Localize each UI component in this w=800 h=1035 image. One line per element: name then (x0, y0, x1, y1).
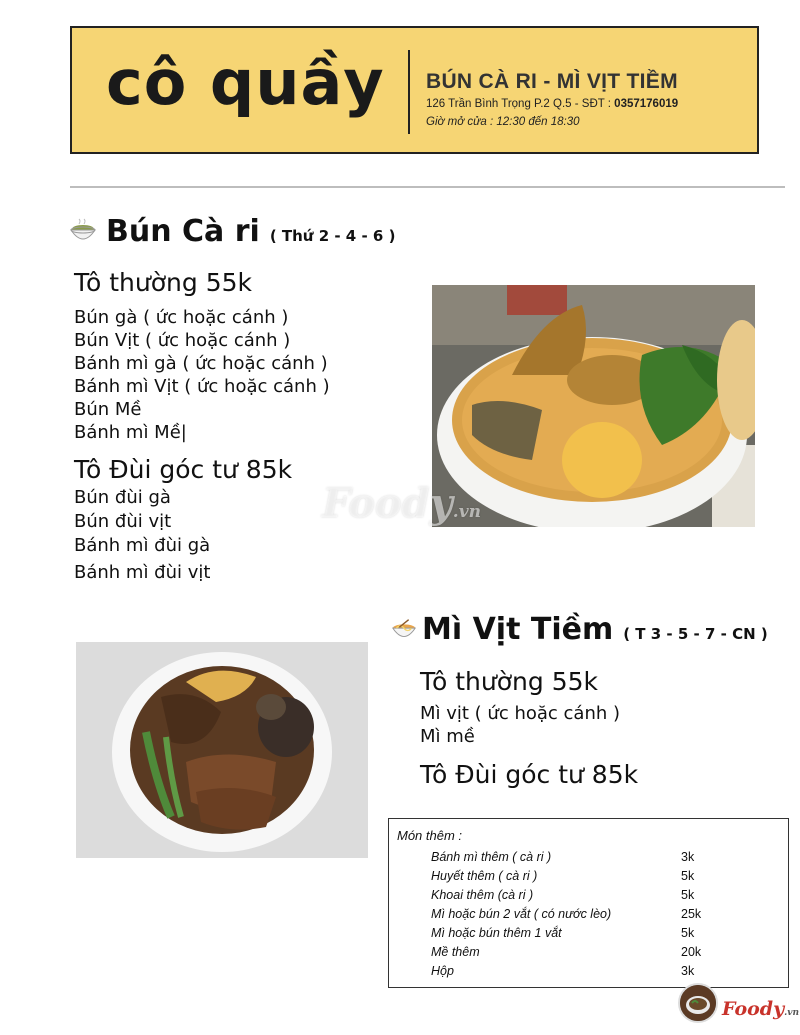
duck-regular-heading: Tô thường 55k (420, 667, 598, 696)
shop-logo: cô quầy (106, 46, 385, 119)
extra-name: Hộp (431, 964, 454, 978)
list-item: Bánh mì gà ( ức hoặc cánh ) (74, 353, 328, 374)
curry-section-heading (68, 214, 395, 249)
address-text: 126 Trần Bình Trọng P.2 Q.5 - SĐT : (426, 98, 611, 110)
noodle-bowl-icon (390, 616, 418, 644)
extra-name: Mì hoặc bún 2 vắt ( có nước lèo) (431, 907, 612, 921)
curry-thigh-list (74, 486, 210, 585)
extras-title: Món thêm : (397, 828, 463, 843)
extra-name: Bánh mì thêm ( cà ri ) (431, 850, 552, 864)
extra-price: 3k (681, 964, 695, 978)
extra-price: 20k (681, 945, 702, 959)
opening-hours: Giờ mở cửa : 12:30 đến 18:30 (426, 116, 580, 128)
list-item: Bánh mì Vịt ( ức hoặc cánh ) (74, 376, 330, 397)
duck-title: Mì Vịt Tiềm (422, 612, 614, 647)
list-item: Bún Vịt ( ức hoặc cánh ) (74, 330, 291, 351)
list-item: Bánh mì đùi gà (74, 535, 211, 556)
foody-brand: Foody (722, 998, 785, 1020)
watermark-brand: Foody (322, 480, 453, 527)
phone-number: 0357176019 (614, 98, 679, 110)
extra-price: 25k (681, 907, 702, 921)
duck-section-heading (390, 612, 768, 647)
curry-regular-list (74, 306, 330, 444)
extra-price: 5k (681, 926, 695, 940)
extra-name: Khoai thêm (cà ri ) (431, 888, 534, 902)
duck-photo (76, 642, 368, 858)
duck-days: ( T 3 - 5 - 7 - CN ) (623, 625, 768, 643)
extras-table (388, 818, 789, 988)
extra-price: 5k (681, 869, 695, 883)
extra-name: Mì hoặc bún thêm 1 vắt (431, 926, 562, 940)
extra-name: Huyết thêm ( cà ri ) (431, 869, 538, 883)
extra-price: 3k (681, 850, 695, 864)
curry-title: Bún Cà ri (106, 214, 260, 249)
foody-watermark (322, 480, 481, 527)
curry-bowl-icon (68, 218, 98, 246)
divider (70, 186, 785, 188)
list-item: Bánh mì Mề| (74, 422, 187, 443)
header-banner (70, 26, 759, 154)
curry-regular-heading: Tô thường 55k (74, 268, 252, 297)
curry-thigh-heading: Tô Đùi góc tư 85k (74, 455, 293, 484)
duck-regular-list (420, 702, 620, 748)
watermark-suffix: .vn (452, 502, 481, 522)
foody-suffix: .vn (784, 1008, 800, 1018)
list-item: Bún đùi vịt (74, 511, 172, 532)
shop-address (426, 98, 678, 110)
extra-price: 5k (681, 888, 695, 902)
list-item: Mì mề (420, 726, 475, 747)
extra-name: Mề thêm (431, 945, 480, 959)
duck-thigh-heading: Tô Đùi góc tư 85k (420, 760, 639, 789)
foody-avatar (678, 983, 718, 1023)
list-item: Bún gà ( ức hoặc cánh ) (74, 307, 289, 328)
list-item: Bún đùi gà (74, 487, 171, 508)
banner-divider (408, 50, 410, 134)
shop-title: BÚN CÀ RI - MÌ VỊT TIỀM (426, 70, 678, 93)
foody-logo (722, 998, 799, 1020)
list-item: Bún Mề (74, 399, 142, 420)
list-item: Mì vịt ( ức hoặc cánh ) (420, 703, 621, 724)
curry-days: ( Thứ 2 - 4 - 6 ) (269, 227, 396, 245)
list-item: Bánh mì đùi vịt (74, 562, 211, 583)
